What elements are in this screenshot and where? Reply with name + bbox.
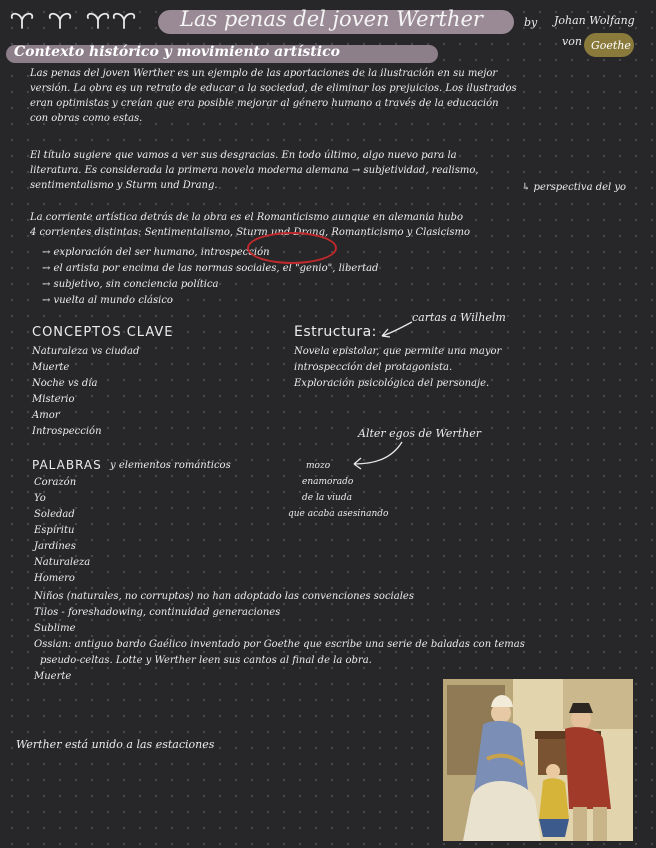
list-item: pseudo-celtas. Lotte y Werther leen sus cantos al final de la obra. [40,655,372,666]
page-title: Las penas del joven Werther [180,7,483,31]
text-line: Novela epistolar, que permite una mayor [294,346,502,357]
concepts-heading: CONCEPTOS CLAVE [32,325,174,340]
list-item: Soledad [34,509,75,520]
estructura-heading: Estructura: [294,324,377,340]
werther-painting-image [443,679,633,841]
text-line: El título sugiere que vamos a ver sus desgracias. En todo último, algo nuevo para la [30,150,457,161]
words-list [34,475,90,587]
text-line: Las penas del joven Werther es un ejemplo de las aportaciones de la ilustración en su mejor [30,68,498,79]
red-circle-annotation [247,232,337,264]
text-line: eran optimistas y creían que era posible mejorar al género humano a través de la educación [30,98,499,109]
list-item: mozo [306,461,331,471]
list-item: Yo [34,493,46,504]
perspective-note: ↳ perspectiva del yo [522,182,627,193]
footer-note: Werther está unido a las estaciones [16,738,215,751]
list-item: Naturaleza [34,557,91,568]
notes-list [34,589,525,685]
list-item: Homero [34,573,75,584]
text-line: literatura. Es considerada la primera novela moderna alemana → subjetividad, realismo, [30,165,479,176]
list-item: Sublime [34,623,76,634]
text-line: con obras como estas. [30,113,143,124]
current-paragraph [30,210,470,240]
list-item: Amor [32,410,60,421]
arrow-item: → subjetivo, sin conciencia política [42,279,219,290]
arrow-item: → vuelta al mundo clásico [42,295,173,306]
arrow-icon [378,318,414,340]
author-von: von [562,35,582,48]
text-line: La corriente artística detrás de la obra es el Romanticismo aunque en alemania hubo [30,212,463,223]
title-paragraph [30,148,479,193]
concepts-list [32,344,139,440]
list-item: Espíritu [34,525,75,536]
author-name: Johan Wolfang [554,14,635,27]
text-line: sentimentalismo y Sturm und Drang. [30,180,218,191]
list-item: Ossian: antiguo bardo Gaélico inventado por Goethe que escribe una serie de baladas con temas [34,639,525,650]
arrow-item: → exploración del ser humano, introspección [42,247,270,258]
text-line: introspección del protagonista. [294,362,453,373]
list-item: Noche vs día [32,378,98,389]
list-item: que acaba asesinando [288,509,389,519]
list-item: de la viuda [302,493,352,503]
text-line: Exploración psicológica del personaje. [294,378,490,389]
list-item: Naturaleza vs ciudad [32,346,140,357]
alter-ego-list [288,458,389,522]
list-item: Introspección [32,426,102,437]
text-line: 4 corrientes distintas: Sentimentalismo, Sturm und Drang, Romanticismo y Clasicismo [30,227,471,238]
text-line: versión. La obra es un retrato de educar a la sociedad, de eliminar los prejuicios. Los ilustrados [30,83,517,94]
estructura-list [294,344,501,392]
list-item: Muerte [32,362,70,373]
list-item: Corazón [34,477,77,488]
intro-paragraph [30,66,517,126]
author-by: by [524,16,538,29]
list-item: enamorado [302,477,354,487]
author-goethe: Goethe [591,39,631,52]
list-item: Misterio [32,394,75,405]
section-heading: Contexto histórico y movimiento artístico [14,44,340,60]
arrow-item: → el artista por encima de las normas sociales, el "genio", libertad [42,263,379,274]
words-subheading: y elementos románticos [110,460,231,471]
list-item: Muerte [34,671,72,682]
words-heading: PALABRAS [32,458,102,472]
list-item: Tilos - foreshadowing, continuidad generaciones [34,607,281,618]
alter-ego-heading: Alter egos de Werther [358,427,481,440]
list-item: Niños (naturales, no corruptos) no han adoptado las convenciones sociales [34,591,414,602]
decorative-flourishes [8,12,138,32]
estructura-note: cartas a Wilhelm [412,311,506,324]
list-item: Jardines [34,541,76,552]
